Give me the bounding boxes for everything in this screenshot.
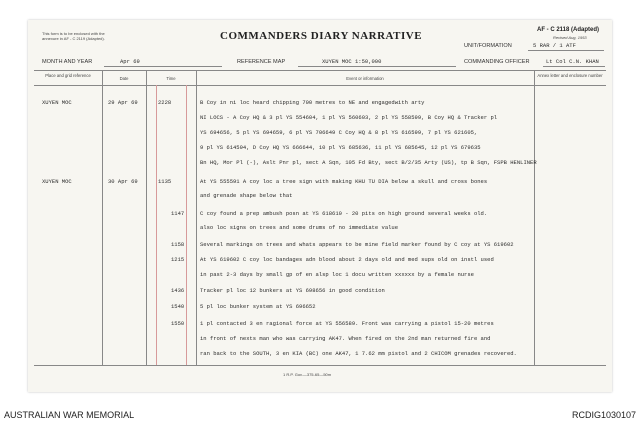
annexure-note-line-1: This form is to be enclosed with the (42, 31, 105, 36)
entry-2-line-1: At YS 555591 A coy loc a tree sign with making KHU TU DIA below a skull and cross bones (200, 178, 488, 185)
entry-3-time: 1147 (171, 210, 185, 217)
entry-1-line-5: Bn HQ, Mor Pl (-), Aslt Pnr pl, sect A Sqn, 105 Fd Bty, sect B/2/35 Arty (US), tp B Sqn, FSPB HENLINER (200, 159, 537, 166)
form-number: AF - C 2118 (Adapted) (537, 27, 600, 33)
column-header-time: Time (166, 76, 176, 81)
entry-3-line-2: also loc signs on trees and some drums of no immediate value (200, 224, 399, 231)
diary-sheet (28, 20, 612, 392)
column-header-annex: Annex letter and enclosure number (537, 73, 603, 78)
entry-1-date: 29 Apr 69 (108, 99, 138, 106)
column-header-place: Place and grid reference (45, 73, 91, 78)
unit-label: UNIT/FORMATION (464, 43, 512, 49)
entry-2-line-2: and grenade shape below that (200, 192, 293, 199)
entry-1-place: XUYEN MOC (42, 99, 72, 106)
entry-8-time: 1550 (171, 320, 185, 327)
entry-1-line-2: NI LOCS - A Coy HQ & 3 pl YS 554604, 1 pl YS 560603, 2 pl YS 558599, B Coy HQ & Tracker pl (200, 114, 498, 121)
entry-5-line-3: Tracker pl loc 12 bunkers at YS 698656 in good condition (200, 287, 385, 294)
form-revised: Revised Aug, 1953 (553, 35, 587, 40)
archive-id: RCDIG1030107 (571, 410, 636, 420)
reference-map-value: XUYEN MOC 1:50,000 (322, 58, 382, 65)
annexure-note-line-2: annexure in AF - C 2119 (Adapted). (42, 36, 105, 41)
entry-5-line-1: At YS 619602 C coy loc bandages adn blood about 2 days old and med sups old on instl used (200, 256, 494, 263)
entry-5-time: 1215 (171, 256, 185, 263)
entry-1-line-1: B Coy in ni loc heard chipping 700 metres to NE and engagedwith arty (200, 99, 425, 106)
entry-1-line-4: 9 pl YS 614594, D Coy HQ YS 666644, 10 pl YS 685636, 11 pl YS 685645, 12 pl YS 679635 (200, 144, 481, 151)
entry-8-line-2: in front of nexts man who was carrying AK47. When fired on the 2nd man returned fire and (200, 335, 491, 342)
entry-8-line-3: ran back to the SOUTH, 3 en KIA (BC) one AK47, 1 7.62 mm pistol and 2 CHICOM grenades recovered. (200, 350, 517, 357)
entry-5-line-2: in past 2-3 days by small gp of en alsp loc 1 docu written xxxxxx by a female nurse (200, 271, 474, 278)
print-footer: 1 R.P. Gov.—375-65—50m (283, 372, 332, 377)
entry-1-time: 2228 (158, 99, 172, 106)
document-title: COMMANDERS DIARY NARRATIVE (220, 30, 423, 42)
entry-2-place: XUYEN MOC (42, 178, 72, 185)
reference-map-label: REFERENCE MAP (237, 59, 286, 65)
unit-value: 5 RAR / 1 ATF (533, 42, 576, 49)
entry-8-line-1: 1 pl contacted 3 en ragional force at YS 556589. Front was carrying a pistol 15-20 metres (200, 320, 494, 327)
entry-1-line-3: YS 694656, 5 pl YS 694659, 6 pl YS 706649 C Coy HQ & 8 pl YS 616599, 7 pl YS 621605, (200, 129, 478, 136)
column-header-date: Date (119, 76, 129, 81)
column-header-event: Event or information (346, 76, 384, 81)
entry-2-date: 30 Apr 69 (108, 178, 138, 185)
month-year-value: Apr 69 (120, 58, 140, 65)
month-year-label: MONTH AND YEAR (42, 59, 93, 65)
commanding-officer-value: Lt Col C.N. KHAN (546, 58, 599, 65)
entry-7-line-1: 5 pl loc bunker system at YS 696652 (200, 303, 316, 310)
entry-4-time: 1158 (171, 241, 185, 248)
archive-name: AUSTRALIAN WAR MEMORIAL (4, 410, 135, 420)
entry-4-line-1: Several markings on trees and whats appears to be mine field marker found by C coy at YS 619602 (200, 241, 514, 248)
entry-3-line-1: C coy found a prep ambush posn at YS 618610 - 20 pits on high ground several weeks old. (200, 210, 488, 217)
entry-6-time: 1436 (171, 287, 185, 294)
entry-2-time: 1135 (158, 178, 172, 185)
entry-7-time: 1540 (171, 303, 185, 310)
commanding-officer-label: COMMANDING OFFICER (464, 59, 530, 65)
